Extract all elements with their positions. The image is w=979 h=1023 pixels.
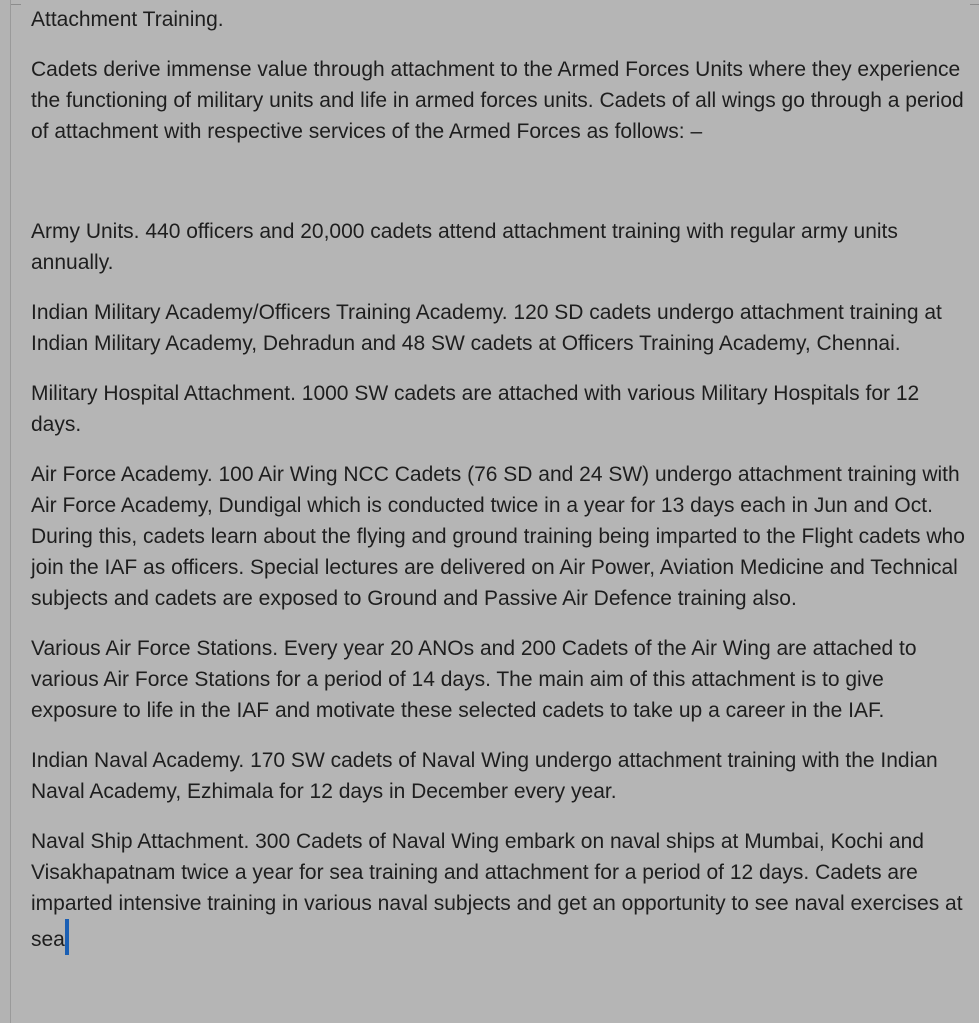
intro-paragraph: Cadets derive immense value through attachment to the Armed Forces Units where they experience the functioning of military units and life in armed forces units. Cadets of all wings go through a period of attachment with respective services of the Armed Forces as follows: – — [31, 58, 964, 143]
paragraph-army-units: Army Units. 440 officers and 20,000 cadets attend attachment training with regular army units annually. — [31, 220, 898, 274]
page-corner-mark-right — [970, 0, 979, 5]
page-corner-mark-left — [11, 0, 21, 5]
document-page[interactable] — [10, 0, 979, 1023]
text-cursor — [65, 919, 69, 955]
document-body[interactable] — [31, 4, 966, 974]
paragraph-air-force-academy: Air Force Academy. 100 Air Wing NCC Cadets (76 SD and 24 SW) undergo attachment training with Air Force Academy, Dundigal which is conducted twice in a year for 13 days each in Jun and Oct. During this, cadets learn about the flying and ground training being imparted to the Flight cadets who join the IAF as officers. Special lectures are delivered on Air Power, Aviation Medicine and Technical subjects and cadets are exposed to Ground and Passive Air Defence training also. — [31, 463, 965, 610]
blank-lines — [31, 166, 966, 216]
paragraph-ima-ota: Indian Military Academy/Officers Training Academy. 120 SD cadets undergo attachment training at Indian Military Academy, Dehradun and 48 SW cadets at Officers Training Academy, Chennai. — [31, 301, 942, 355]
paragraph-military-hospital: Military Hospital Attachment. 1000 SW cadets are attached with various Military Hospitals for 12 days. — [31, 382, 920, 436]
paragraph-naval-ship — [31, 826, 966, 955]
section-heading: Attachment Training. — [31, 8, 224, 31]
naval-ship-text: Naval Ship Attachment. 300 Cadets of Naval Wing embark on naval ships at Mumbai, Kochi and Visakhapatnam twice a year for sea training and attachment for a period of 12 days. Cadets are imparted intensive training in various naval subjects and get an opportunity to see naval exercises at sea — [31, 830, 963, 951]
paragraph-naval-academy: Indian Naval Academy. 170 SW cadets of Naval Wing undergo attachment training with the Indian Naval Academy, Ezhimala for 12 days in December every year. — [31, 749, 938, 803]
paragraph-air-force-stations: Various Air Force Stations. Every year 20 ANOs and 200 Cadets of the Air Wing are attached to various Air Force Stations for a period of 14 days. The main aim of this attachment is to give exposure to life in the IAF and motivate these selected cadets to take up a career in the IAF. — [31, 637, 917, 722]
